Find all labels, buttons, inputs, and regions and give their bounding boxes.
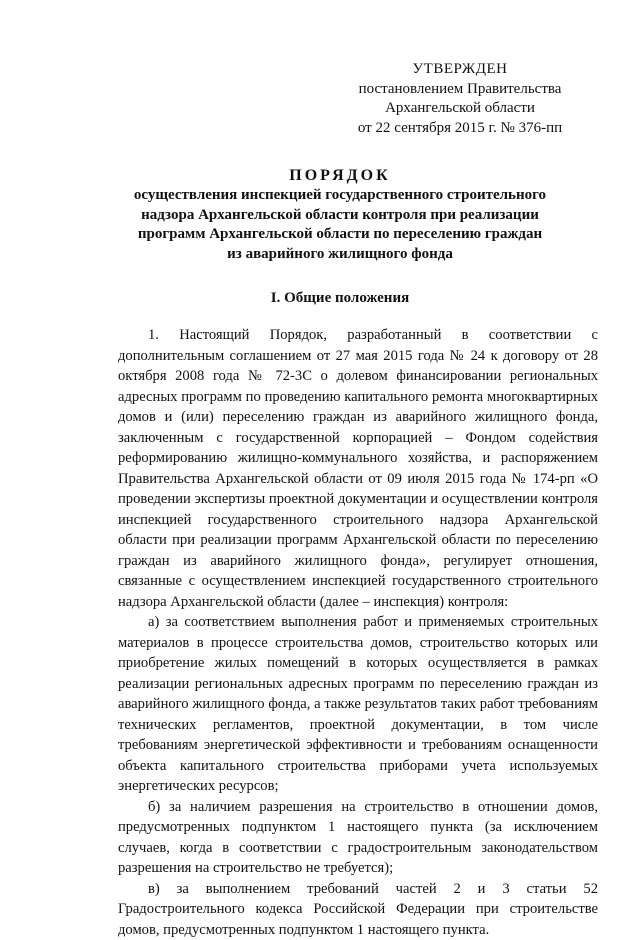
approval-stamp	[340, 60, 580, 138]
title-heading: ПОРЯДОК	[100, 166, 580, 186]
approval-line-3: от 22 сентября 2015 г. № 376-пп	[340, 119, 580, 139]
document-body	[118, 325, 598, 940]
paragraph-v: в) за выполнением требований частей 2 и 3 статьи 52 Градостроительного кодекса Российской Федерации при строительстве домов, предусмотренных подпунктом 1 настоящего пункта.	[118, 879, 598, 940]
approval-line-1: постановлением Правительства	[340, 80, 580, 100]
title-line-2: надзора Архангельской области контроля при реализации	[100, 206, 580, 226]
title-line-3: программ Архангельской области по переселению граждан	[100, 225, 580, 245]
title-line-1: осуществления инспекцией государственного строительного	[100, 186, 580, 206]
title-line-4: из аварийного жилищного фонда	[100, 245, 580, 265]
paragraph-b: б) за наличием разрешения на строительство в отношении домов, предусмотренных подпунктом 1 настоящего пункта (за исключением случаев, когда в соответствии с градостроительным законодательством разрешения на строительство не требуется);	[118, 797, 598, 879]
section-heading: I. Общие положения	[100, 290, 580, 307]
paragraph-1: 1. Настоящий Порядок, разработанный в соответствии с дополнительным соглашением от 27 мая 2015 года № 24 к договору от 28 октября 2008 года № 72-3С о долевом финансировании региональных адресных программ по проведению капитального ремонта многоквартирных домов и (или) переселению граждан из аварийного жилищного фонда, заключенным с государственной корпорацией – Фондом содействия реформированию жилищно-коммунального хозяйства, и распоряжением Правительства Архангельской области от 09 июля 2015 года № 174-рп «О проведении экспертизы проектной документации и осуществлении контроля инспекцией государственного строительного надзора Архангельской области при реализации программ Архангельской области по переселению граждан из аварийного жилищного фонда», регулирует отношения, связанные с осуществлением инспекцией государственного строительного надзора Архангельской области (далее – инспекция) контроля:	[118, 325, 598, 612]
approval-label: УТВЕРЖДЕН	[340, 60, 580, 80]
approval-line-2: Архангельской области	[340, 99, 580, 119]
paragraph-a: а) за соответствием выполнения работ и применяемых строительных материалов в процессе строительства домов, строительство которых или приобретение жилых помещений в которых осуществляется в рамках реализации региональных адресных программ по переселению граждан из аварийного жилищного фонда, а также результатов таких работ требованиям технических регламентов, проектной документации, в том числе требованиям энергетической эффективности и требованиям оснащенности объекта капитального строительства приборами учета используемых энергетических ресурсов;	[118, 612, 598, 797]
document-title	[100, 166, 580, 264]
